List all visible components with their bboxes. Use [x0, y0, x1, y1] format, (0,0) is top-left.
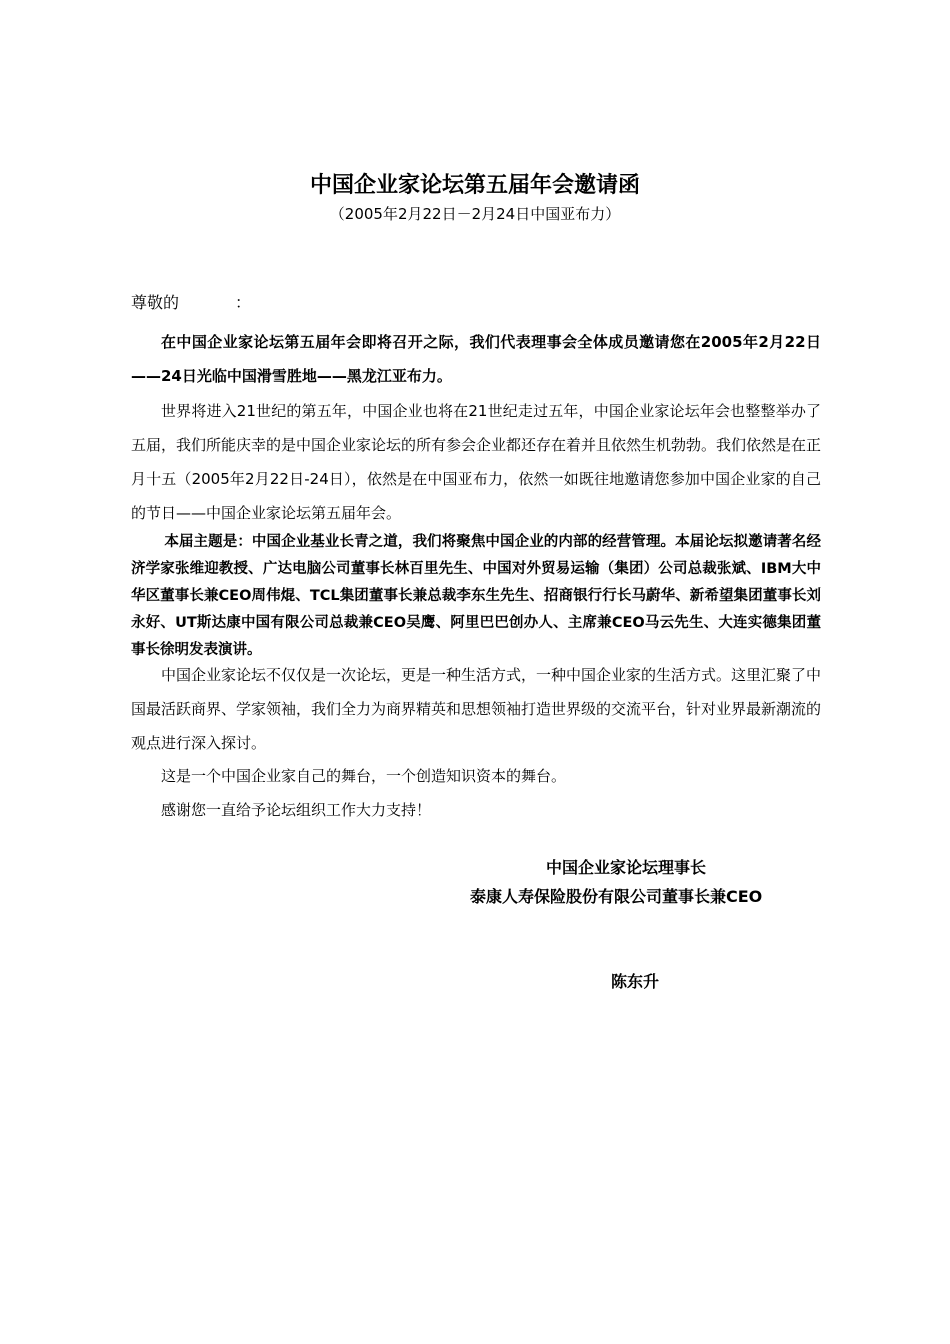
- salutation-prefix: 尊敬的: [131, 293, 180, 312]
- document-title: 中国企业家论坛第五届年会邀请函: [309, 173, 640, 198]
- salutation-colon: ：: [235, 293, 252, 312]
- paragraph-forum-description: 中国企业家论坛不仅仅是一次论坛，更是一种生活方式，一种中国企业家的生活方式。这里汇聚了中国最活跃商界、学家领袖，我们全力为商界精英和思想领袖打造世界级的交流平台，针对业界最新潮流的观点进行深入探讨。: [131, 666, 822, 752]
- signature-title-chairman: 中国企业家论坛理事长: [546, 858, 707, 877]
- signature-name: 陈东升: [611, 972, 660, 991]
- document-subtitle: （2005年2月22日－2月24日中国亚布力）: [329, 205, 621, 223]
- signature-title-company: 泰康人寿保险股份有限公司董事长兼CEO: [470, 887, 763, 906]
- paragraph-thanks: 感谢您一直给予论坛组织工作大力支持！: [161, 801, 432, 819]
- paragraph-theme-speakers: 本届主题是：中国企业基业长青之道，我们将聚焦中国企业的内部的经营管理。本届论坛拟邀请著名经济学家张维迎教授、广达电脑公司董事长林百里先生、中国对外贸易运输（集团）公司总裁张斌、IBM大中华区董事长兼CEO周伟焜、TCL集团董事长兼总裁李东生先生、招商银行行长马蔚华、新希望集团董事长刘永好、UT斯达康中国有限公司总裁兼CEO吴鹰、阿里巴巴创办人、主席兼CEO马云先生、大连实德集团董事长徐明发表演讲。: [131, 534, 821, 658]
- paragraph-stage: 这是一个中国企业家自己的舞台，一个创造知识资本的舞台。: [161, 767, 567, 785]
- paragraph-background: 世界将进入21世纪的第五年，中国企业也将在21世纪走过五年，中国企业家论坛年会也整整举办了五届，我们所能庆幸的是中国企业家论坛的所有参会企业都还存在着并且依然生机勃勃。我们依然是在正月十五（2005年2月22日-24日），依然是在中国亚布力，依然一如既往地邀请您参加中国企业家的自己的节日——中国企业家论坛第五届年会。: [131, 402, 822, 522]
- salutation: [131, 290, 251, 316]
- paragraph-invitation: 在中国企业家论坛第五届年会即将召开之际，我们代表理事会全体成员邀请您在2005年2月22日——24日光临中国滑雪胜地——黑龙江亚布力。: [131, 333, 821, 385]
